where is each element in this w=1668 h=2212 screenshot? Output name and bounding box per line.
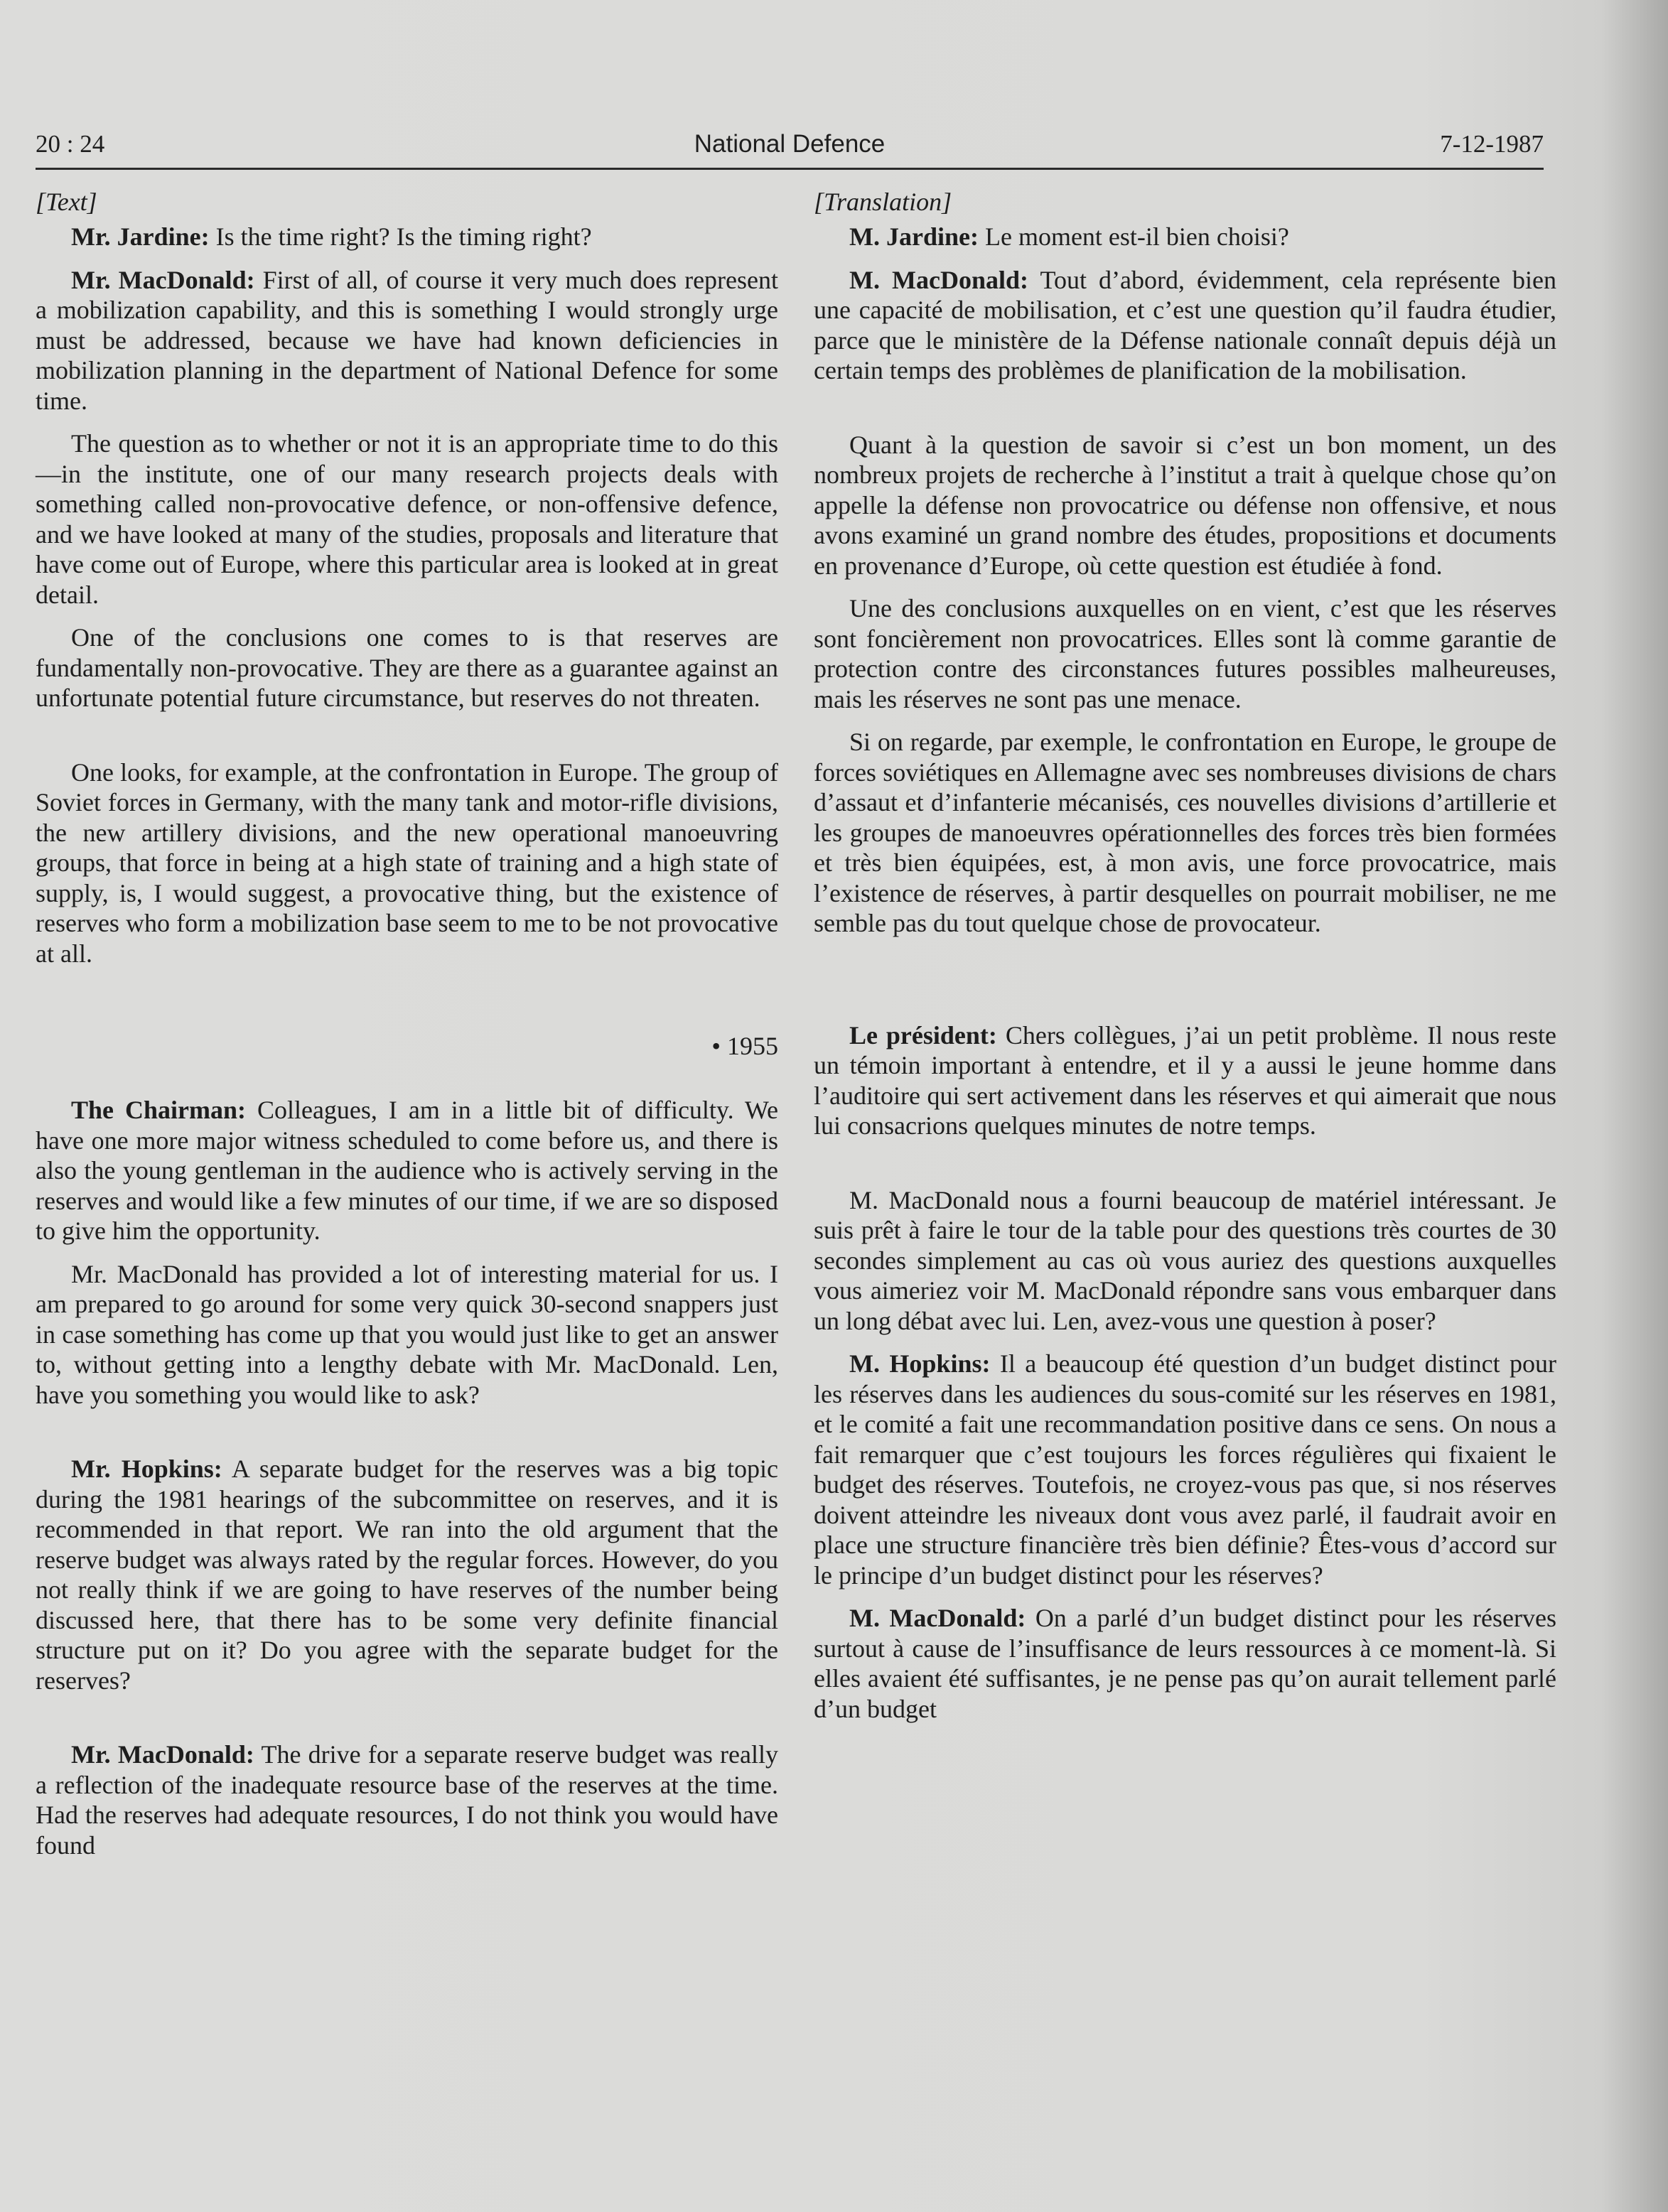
paragraph-text: M. MacDonald nous a fourni beaucoup de matériel intéressant. Je suis prêt à faire le tour de la table pour des questions très courtes de 30 secondes simplement au cas où vous auriez des questions auxquelles vous aimeriez voir M. MacDonald répondre sans vous embarquer dans un long débat avec lui. Len, avez-vous une question à poser? [814,1185,1556,1335]
header-date: 7-12-1987 [1440,130,1544,158]
paragraph [36,428,778,610]
header-title: National Defence [694,130,886,158]
paragraph-text: Mr. MacDonald has provided a lot of interesting material for us. I am prepared to go around for some very quick 30-second snappers just in case something has come up that you would just like to get an answer to, without getting into a lengthy debate with Mr. MacDonald. Len, have you something you would like to ask? [36,1259,778,1409]
speaker-name: M. Jardine: [849,222,979,251]
paragraph-text: Tout d’abord, évidemment, cela représente bien une capacité de mobilisation, et c’est une question qu’il faudra étudier, parce que le ministère de la Défense nationale connaît depuis déjà un certain temps des problèmes de planification de la mobilisation. [814,265,1557,384]
paragraph [36,1454,778,1695]
english-column [36,186,778,1873]
text-label: [Text] [36,188,97,216]
paragraph [36,1739,778,1860]
paragraph-text: Is the time right? Is the timing right? [209,222,592,251]
paragraph-text: One looks, for example, at the confrontation in Europe. The group of Soviet forces in Germany, with the many tank and motor-rifle divisions, the new artillery divisions, and the new operational manoeuvring groups, that force in being at a high state of training and a high state of supply, is, I would suggest, a provocative thing, but the existence of reserves who form a mobilization base seem to me to be not provocative at all. [36,757,778,968]
paragraph [814,1603,1556,1724]
paragraph-text: First of all, of course it very much does represent a mobilization capability, and this is something I would strongly urge must be addressed, because we have had known deficiencies in mobilization planning in the department of National Defence for some time. [36,265,778,415]
paragraph [814,1185,1556,1337]
paragraph [814,593,1556,714]
paragraph [36,265,778,416]
paragraph-text: Quant à la question de savoir si c’est un bon moment, un des nombreux projets de recherche à l’institut a trait à quelque chose qu’on appelle la défense non provocatrice ou défense non offensive, et nous avons examiné un grand nombre des études, propositions et documents en provenance d’Europe, où cette question est étudiée à fond. [814,430,1556,580]
paragraph-text: The question as to whether or not it is an appropriate time to do this—in the institute, one of our many research projects deals with something called non-provocative defence, or non-offensive defence, and we have looked at many of the studies, proposals and literature that have come out of Europe, where this particular area is looked at in great detail. [36,429,778,609]
paragraph [36,622,778,713]
paragraph [814,727,1556,939]
speaker-name: M. MacDonald: [849,265,1029,294]
paragraph [814,430,1556,581]
paragraph-text: Le moment est-il bien choisi? [978,222,1289,251]
paragraph [36,1259,778,1410]
speaker-name: The Chairman: [71,1096,246,1124]
page-number: 20 : 24 [36,130,105,158]
speaker-name: Le président: [849,1020,997,1050]
paragraph-text: Il a beaucoup été question d’un budget distinct pour les réserves dans les audiences du sous-comité sur les réserves en 1981, et le comité a fait une recommandation positive dans ce sens. On nous a fait remarquer que c’est toujours les forces régulières qui fixaient le budget des réserves. Toutefois, ne croyez-vous pas que, si nos réserves doivent atteindre les niveaux dont vous avez parlé, il faudrait avoir en place une structure financière très bien définie? Êtes-vous d’accord sur le principe d’un budget distinct pour les réserves? [814,1349,1557,1590]
timestamp: • 1955 [711,1032,778,1060]
paragraph [36,1095,778,1246]
speaker-name: M. Hopkins: [849,1349,991,1378]
paragraph [814,1349,1556,1590]
paragraph-text: The drive for a separate reserve budget was really a reflection of the inadequate resource base of the reserves at the time. Had the reserves had adequate resources, I do not think you would have found [36,1740,779,1860]
translation-label: [Translation] [814,188,952,216]
running-header [36,126,1544,170]
paragraph [814,265,1556,386]
speaker-name: Mr. MacDonald: [71,1740,254,1769]
paragraph-text: Une des conclusions auxquelles on en vient, c’est que les réserves sont foncièrement non provocatrices. Elles sont là comme garantie de protection contre des circonstances futures possibles malheureuses, mais les réserves ne sont pas une menace. [814,594,1556,713]
french-column [814,186,1556,1737]
paragraph-text: Si on regarde, par exemple, le confrontation en Europe, le groupe de forces soviétiques en Allemagne avec ses nombreuses divisions de chars d’assaut et d’infanterie mécanisés, ces nouvelles divisions d’artillerie et les groupes de manoeuvres opérationnelles des forces très bien formées et très bien équipées, est, à mon avis, une force provocatrice, mais l’existence de réserves, à partir desquelles on pourrait mobiliser, ne me semble pas du tout quelque chose de provocateur. [814,728,1556,937]
paragraph [36,222,778,252]
paragraph-text: Colleagues, I am in a little bit of difficulty. We have one more major witness scheduled to come before us, and there is also the young gentleman in the audience who is actively serving in the reserves and would like a few minutes of our time, if we are so disposed to give him the opportunity. [36,1096,778,1245]
speaker-name: M. MacDonald: [849,1604,1026,1632]
paragraph [814,1020,1556,1141]
paragraph-text: On a parlé d’un budget distinct pour les réserves surtout à cause de l’insuffisance de leurs ressources à ce moment-là. Si elles avaient été suffisantes, je ne pense pas qu’on aurait tellement parlé d’un budget [814,1604,1556,1723]
paragraph [814,222,1556,252]
paragraph-text: One of the conclusions one comes to is that reserves are fundamentally non-provocative. They are there as a guarantee against an unfortunate potential future circumstance, but reserves do not threaten. [36,623,778,712]
paragraph [36,757,778,969]
speaker-name: Mr. Jardine: [71,222,210,251]
speaker-name: Mr. MacDonald: [71,265,255,294]
paragraph-text: A separate budget for the reserves was a big topic during the 1981 hearings of the subcommittee on reserves, and it is recommended in that report. We ran into the old argument that the reserve budget was always rated by the regular forces. However, do you not really think if we are going to have reserves of the number being discussed here, that there has to be some very definite financial structure put on it? Do you agree with the separate budget for the reserves? [36,1455,778,1695]
speaker-name: Mr. Hopkins: [71,1455,222,1483]
paragraph-text: Chers collègues, j’ai un petit problème. Il nous reste un témoin important à entendre, et il y a aussi le jeune homme dans l’auditoire qui sert activement dans les réserves et qui aimerait que nous lui consacrions quelques minutes de notre temps. [814,1020,1556,1140]
